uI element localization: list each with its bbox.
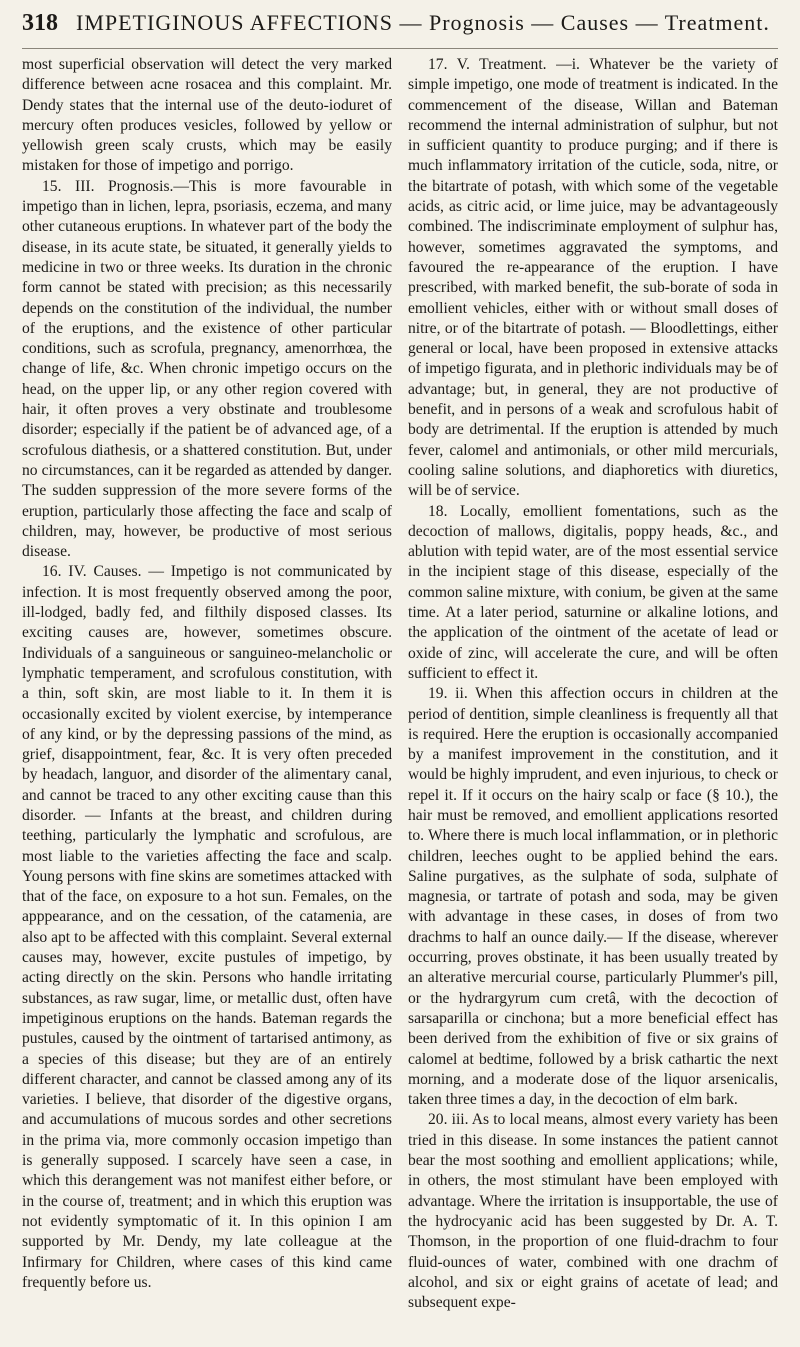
paragraph-children: 19. ii. When this affection occurs in children at the period of dentition, simple cleanliness is frequently all that is required. Here the eruption is occasionally accompanied by a manifest improvement in the constitution, and it would be highly imprudent, and even injurious, to check or repel it. If it occurs on the hairy scalp or face (§ 10.), the hair must be removed, and emollient applications resorted to. Where there is much local inflammation, or in plethoric children, leeches ought to be applied behind the ears. Saline purgatives, as the sulphate of soda, sulphate of magnesia, or tartrate of potash and soda, may be given with advantage in these cases, in doses of from two drachms to half an ounce daily.— If the disease, wherever occurring, proves obstinate, it has been usually treated by an alterative mercurial course, particularly Plummer's pill, or the hydrargyrum cum cretâ, with the decoction of sarsaparilla or cinchona; but a more beneficial effect has been derived from the exhibition of five or six grains of calomel at bedtime, followed by a brisk cathartic the next morning, and a moderate dose of the liquor arsenicalis, taken three times a day, in the decoction of elm bark. — [408, 685, 778, 1109]
left-column — [22, 55, 392, 1313]
page-header — [22, 10, 778, 49]
paragraph-treatment: 17. V. Treatment. —i. Whatever be the variety of simple impetigo, one mode of treatment is indicated. In the commencement of the disease, Willan and Bateman recommend the internal administration of sulphur, but not in sufficient quantity to produce purging; and if there is much inflammatory irritation of the cuticle, soda, nitre, or the bitartrate of potash, with which some of the vegetable acids, as citric acid, or lime juice, may be advantageously combined. The indiscriminate employment of sulphur has, however, sometimes aggravated the symptoms, and favoured the re-appearance of the eruption. I have prescribed, with marked benefit, the sub-borate of soda in emollient vehicles, either with or without small doses of nitre, or of the bitartrate of potash. — Bloodlettings, either general or local, have been proposed in extensive attacks of impetigo figurata, and in plethoric individuals may be of advantage; but, in general, they are not productive of benefit, and in persons of a weak and scrofulous habit of body are detrimental. If the eruption is attended by much fever, calomel and antimonials, or other mild mercurials, cooling saline solutions, and diaphoretics with diuretics, will be of service. — [408, 56, 778, 500]
paragraph: most superficial observation will detect the very marked difference between acne rosacea and this complaint. Mr. Dendy states that the internal use of the deuto-ioduret of mercury often produces vesicles, followed by yellow or yellowish green scaly crusts, which may be easily mistaken for those of impetigo and porrigo. — [22, 56, 392, 175]
paragraph-local-treatment: 18. Locally, emollient fomentations, such as the decoction of mallows, digitalis, poppy heads, &c., and ablution with tepid water, are of the most essential service in the incipient stage of this disease, especially of the common saline mixture, with conium, be given at the same time. At a later period, saturnine or alkaline lotions, and the application of the ointment of the acetate of lead or oxide of zinc, will accelerate the cure, and will be often sufficient to effect it. — [408, 502, 778, 682]
page-number: 318 — [22, 10, 58, 36]
running-title: IMPETIGINOUS AFFECTIONS — Prognosis — Causes — Treatment. — [76, 10, 770, 35]
paragraph-prognosis: 15. III. Prognosis.—This is more favourable in impetigo than in lichen, lepra, psoriasis, eczema, and many other cutaneous eruptions. In whatever part of the body the disease, in its acute state, be situated, it generally yields to medicine in two or three weeks. Its duration in the chronic form cannot be stated with precision; as this necessarily depends on the constitution of the individual, the number of the eruptions, and the existence of other particular conditions, such as scrofula, pregnancy, amenorrhœa, the change of life, &c. When chronic impetigo occurs on the head, on the upper lip, or any other region covered with hair, it often proves a very obstinate and troublesome disorder; especially if the patient be of advanced age, of a scrofulous diathesis, or a shattered constitution. But, under no circumstances, can it be regarded as attended by danger. The sudden suppression of the more severe forms of the eruption, particularly those affecting the face and scalp of children, may, however, be productive of most serious disease. — [22, 177, 392, 561]
paragraph-causes: 16. IV. Causes. — Impetigo is not communicated by infection. It is most frequently observed among the poor, ill-lodged, badly fed, and filthily disposed classes. Its exciting causes are, however, sometimes obscure. Individuals of a sanguineous or sanguineo-melancholic or lymphatic temperament, and scrofulous constitution, with a thin, soft skin, are most liable to it. In them it is occasionally excited by violent exercise, by intemperance of any kind, or by the depressing passions of the mind, as grief, disappointment, fear, &c. It is very often preceded by headach, languor, and disorder of the alimentary canal, and cannot be traced to any other exciting cause than this disorder. — Infants at the breast, and children during teething, particularly the lymphatic and scrofulous, are most liable to the varieties affecting the face and scalp. Young persons with fine skins are sometimes attacked with that of the face, on exposure to a hot sun. Females, on the apppearance, and on the cessation, of the catamenia, are also apt to be affected with this complaint. Several external causes may, however, excite pustules of impetigo, by acting directly on the skin. Persons who handle irritating substances, as raw sugar, lime, or metallic dust, often have impetiginous eruptions on the hands. Bateman regards the pustules, caused by the ointment of tartarised antimony, as a species of this disease; but they are of an entirely different character, and cannot be classed among any of its varieties. I believe, that disorder of the digestive organs, and accumulations of mucous sordes and other secretions in the prima via, more commonly occasion impetigo than is generally supposed. I scarcely have seen a case, in which this derangement was not manifest either before, or in the course of, treatment; and in which this eruption was not evidently symptomatic of it. In this opinion I am supported by Mr. Dendy, my late colleague at the Infirmary for Children, where cases of this kind came frequently before us. — [22, 563, 392, 1291]
text-columns — [22, 55, 778, 1313]
paragraph-local-means: 20. iii. As to local means, almost every variety has been tried in this disease. In some instances the patient cannot bear the most soothing and emollient applications; while, in others, the most stimulant have been employed with advantage. Where the irritation is insupportable, the use of the hydrocyanic acid has been suggested by Dr. A. T. Thomson, in the proportion of one fluid-drachm to four fluid-ounces of water, combined with one drachm of alcohol, and six or eight grains of acetate of lead; and subsequent expe- — [408, 1111, 778, 1312]
right-column — [408, 55, 778, 1313]
